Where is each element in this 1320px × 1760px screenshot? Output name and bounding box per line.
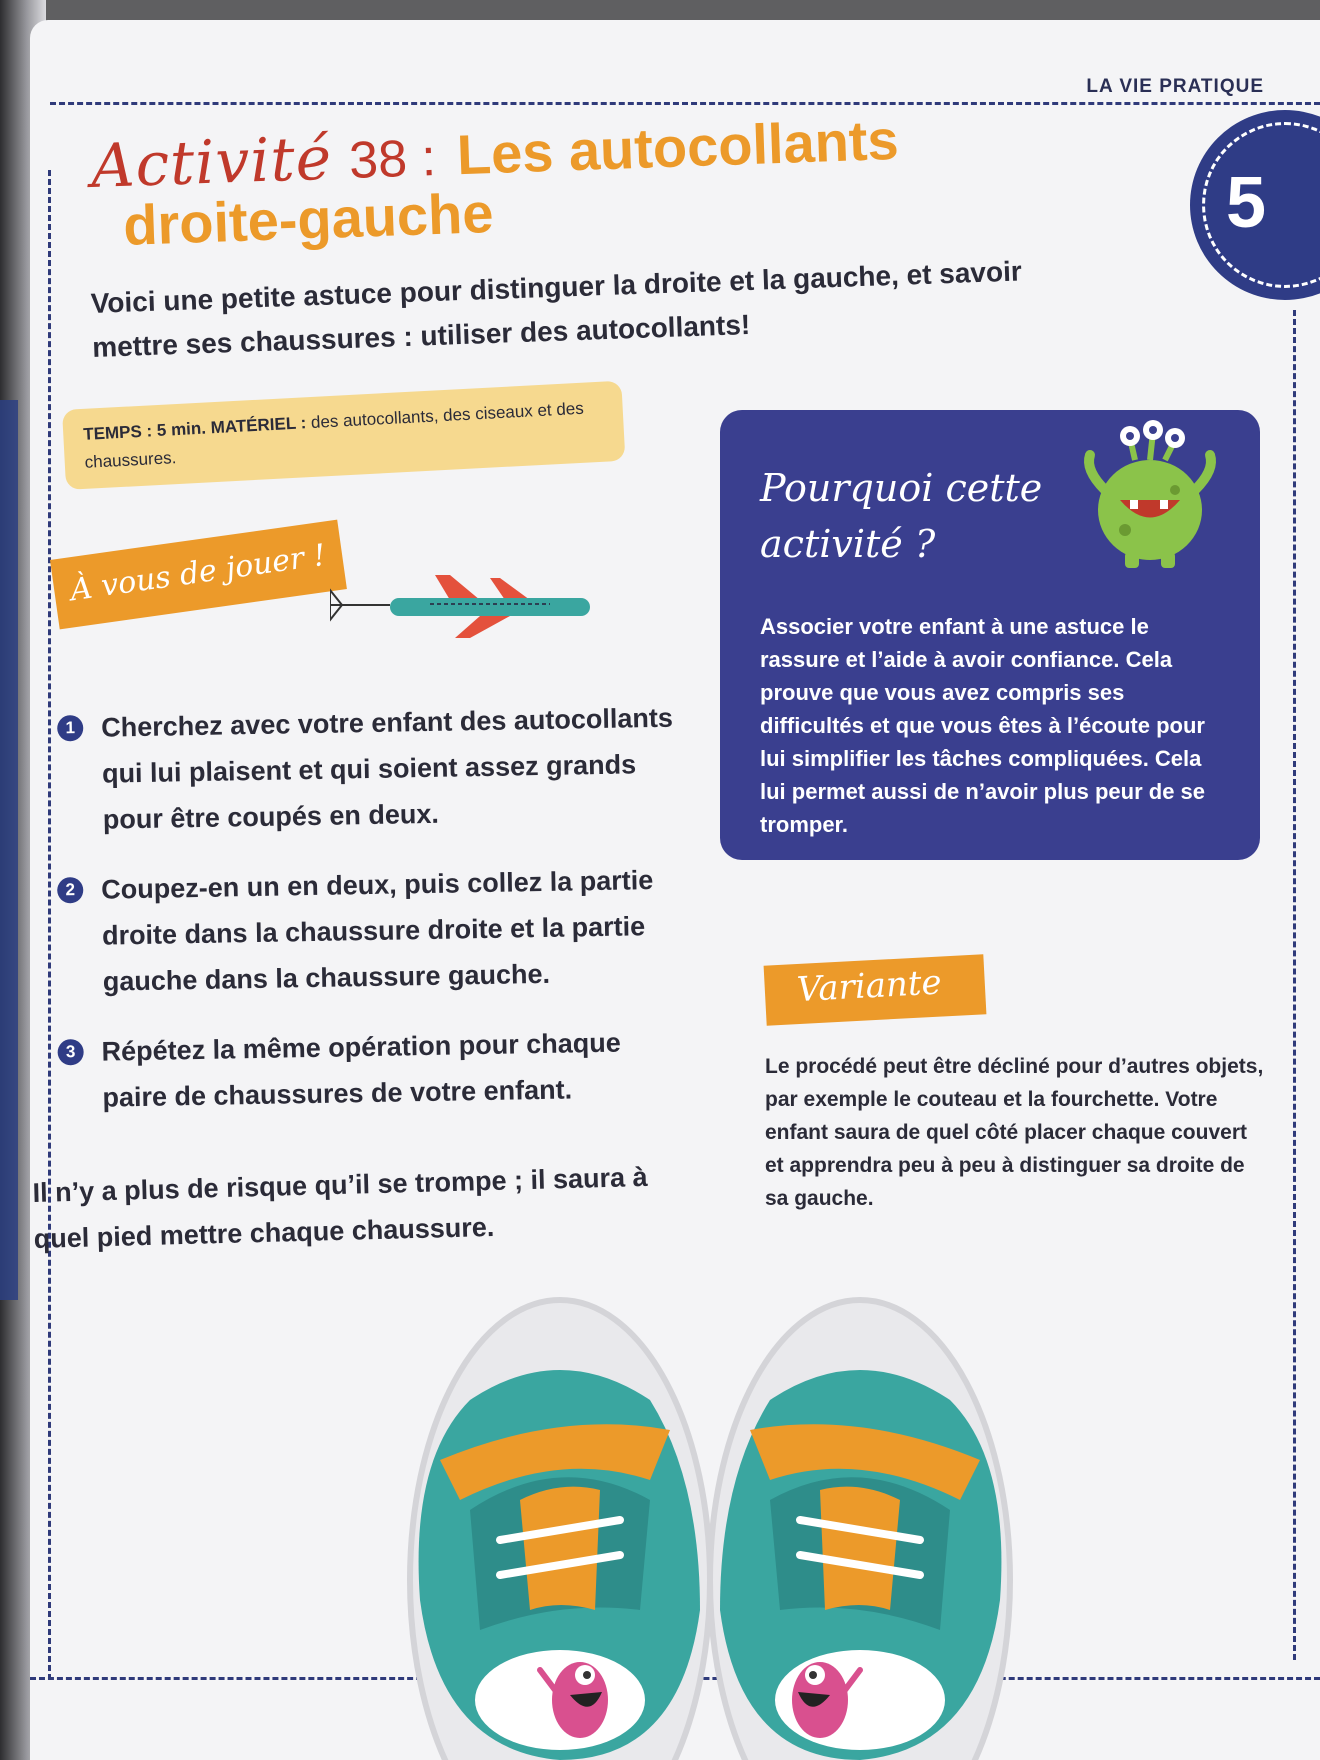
activity-title — [90, 101, 994, 259]
step-item — [49, 1018, 691, 1121]
step-item — [49, 856, 691, 1005]
section-header: LA VIE PRATIQUE — [1086, 76, 1264, 97]
why-title: Pourquoi cette activité ? — [760, 466, 1043, 566]
book-page — [30, 20, 1320, 1760]
why-activity-box — [720, 410, 1260, 860]
title-main-line1: Les autocollants — [455, 107, 900, 187]
step-number: 3 — [57, 1039, 83, 1065]
step-number: 2 — [57, 877, 83, 903]
right-shoe — [710, 1300, 1010, 1760]
variant-label: Variante — [795, 962, 943, 1011]
play-banner — [50, 520, 347, 630]
variant-banner — [764, 954, 987, 1025]
material-label: MATÉRIEL : — [210, 413, 307, 438]
intro-paragraph: Voici une petite astuce pour distinguer la droite et la gauche, et savoir mettre ses chaussures : utiliser des autocollants! — [90, 255, 1023, 363]
step-text: Coupez-en un en deux, puis collez la partie droite dans la chaussure droite et la partie gauche dans la chaussure gauche. — [100, 865, 654, 997]
chapter-number: 5 — [1226, 163, 1267, 243]
variant-body-text: Le procédé peut être décliné pour d’autres objets, par exemple le couteau et la fourchette. Votre enfant saura de quel côté placer chaque couvert et apprendra peu à peu à distinguer sa droite de sa gauche. — [765, 1055, 1264, 1210]
adjacent-page-sliver — [0, 400, 18, 1300]
step-text: Répétez la même opération pour chaque paire de chaussures de votre enfant. — [101, 1027, 621, 1113]
material-text: des autocollants, des ciseaux et des chaussures. — [84, 398, 585, 472]
why-body-text: Associer votre enfant à une astuce le rassure et l’aide à avoir confiance. Cela prouve que vous avez compris ses difficultés et que vous êtes à l’écoute pour lui simplifier les tâches compliquées. Cela lui permet aussi de n’avoir plus peur de se tromper. — [760, 614, 1206, 837]
conclusion-text: Il n’y a plus de risque qu’il se trompe ; il saura à quel pied mettre chaque chaussure. — [32, 1161, 648, 1254]
chapter-badge — [1190, 110, 1320, 300]
time-label: TEMPS : 5 min. — [82, 418, 207, 444]
step-item — [49, 694, 691, 843]
title-number: 38 : — [348, 128, 437, 190]
shoes-illustration — [350, 1280, 1070, 1760]
time-material-box — [62, 381, 625, 490]
title-script-part: Activité — [90, 123, 334, 202]
time-material-text — [83, 393, 615, 477]
play-banner-text: À vous de jouer ! — [68, 537, 328, 609]
step-number: 1 — [57, 715, 83, 741]
steps-list — [50, 700, 690, 1140]
dashed-border-top — [50, 102, 1320, 105]
step-text: Cherchez avec votre enfant des autocollants qui lui plaisent et qui soient assez grands pour être coupés en deux. — [100, 702, 674, 835]
dashed-border-right — [1293, 310, 1296, 1660]
airplane-icon — [330, 570, 610, 640]
title-main-line2: droite-gauche — [122, 180, 495, 257]
green-monster-icon — [1075, 420, 1225, 570]
